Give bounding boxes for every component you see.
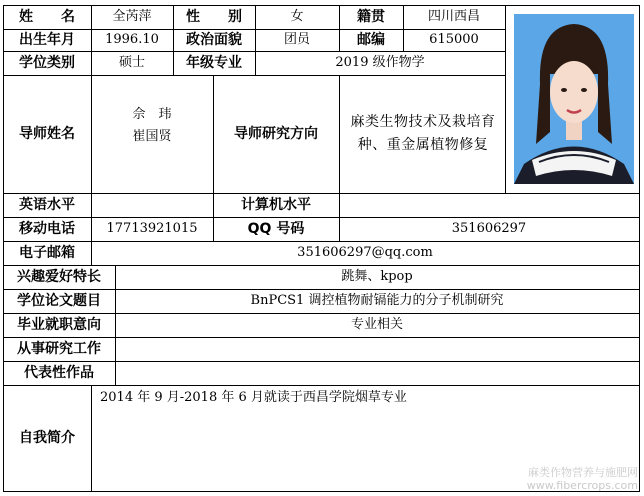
label-grade-major: 年级专业 — [186, 55, 242, 71]
value-grade-major: 2019 级作物学 — [335, 55, 425, 70]
value-intro: 2014 年 9 月-2018 年 6 月就读于西昌学院烟草专业 — [100, 390, 407, 405]
value-mobile: 17713921015 — [106, 221, 198, 236]
label-degree-type: 学位类别 — [19, 55, 75, 71]
value-advisor — [91, 75, 213, 193]
label-politics: 政治面貌 — [186, 32, 242, 48]
value-thesis: BnPCS1 调控植物耐镉能力的分子机制研究 — [250, 293, 504, 308]
label-hometown: 籍贯 — [357, 9, 385, 25]
value-birth: 1996.10 — [105, 32, 159, 47]
label-gender: 性 别 — [186, 9, 242, 25]
value-career: 专业相关 — [350, 317, 403, 332]
label-intro: 自我简介 — [19, 430, 75, 446]
value-degree-type: 硕士 — [118, 55, 145, 70]
value-works — [115, 361, 639, 385]
value-name: 全芮萍 — [112, 9, 152, 24]
value-politics: 团员 — [283, 32, 310, 47]
label-english: 英语水平 — [19, 197, 75, 213]
value-email: 351606297@qq.com — [297, 245, 433, 260]
value-hobbies: 跳舞、kpop — [341, 269, 413, 284]
advisor-name-2: 崔国贤 — [132, 129, 172, 144]
value-qq: 351606297 — [451, 221, 527, 236]
value-research-work — [115, 337, 639, 361]
label-email: 电子邮箱 — [19, 245, 75, 261]
watermark — [527, 466, 638, 492]
label-works: 代表性作品 — [24, 365, 94, 381]
label-name: 姓 名 — [19, 9, 75, 25]
label-advisor: 导师姓名 — [19, 126, 75, 142]
value-hometown: 四川西昌 — [427, 9, 480, 24]
label-postcode: 邮编 — [357, 32, 385, 48]
value-postcode: 615000 — [429, 32, 479, 47]
advisor-name-1: 佘 玮 — [132, 107, 172, 122]
portrait-photo-svg — [514, 14, 634, 184]
label-research-direction: 导师研究方向 — [234, 126, 318, 142]
label-mobile: 移动电话 — [19, 221, 75, 237]
value-gender: 女 — [290, 9, 304, 24]
label-thesis: 学位论文题目 — [17, 293, 101, 309]
label-career: 毕业就职意向 — [17, 317, 101, 333]
portrait-photo — [514, 14, 634, 184]
label-hobbies: 兴趣爱好特长 — [17, 269, 101, 285]
value-research-direction: 麻类生物技术及栽培育种、重金属植物修复 — [350, 114, 496, 153]
label-qq: QQ 号码 — [247, 221, 305, 237]
label-computer: 计算机水平 — [241, 197, 311, 213]
value-english — [91, 193, 213, 217]
watermark-line-1: 麻类作物营养与施肥网 — [528, 466, 638, 479]
value-computer — [339, 193, 639, 217]
label-research-work: 从事研究工作 — [17, 341, 101, 357]
label-birth: 出生年月 — [19, 32, 75, 48]
watermark-line-2: www.fibercrops.com — [526, 479, 638, 492]
